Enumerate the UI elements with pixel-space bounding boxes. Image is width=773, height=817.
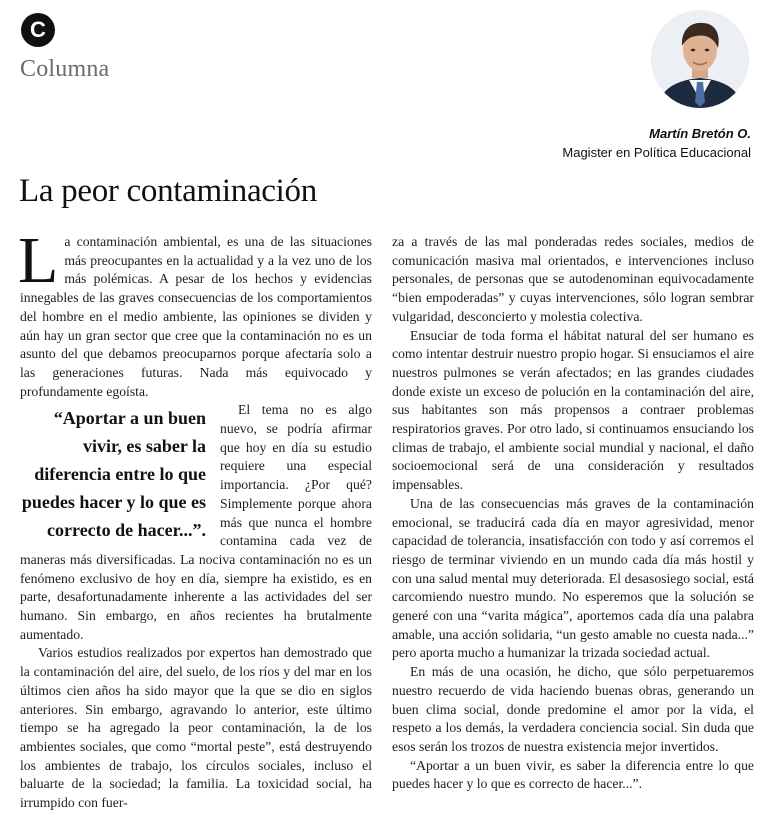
byline bbox=[562, 124, 751, 162]
section-label: Columna bbox=[20, 56, 110, 82]
article-column-1 bbox=[18, 224, 372, 813]
paragraph-5: Ensuciar de toda forma el hábitat natural del ser humano es como intentar destruir nuestro propio hogar. Si ensuciamos el aire nuestros pulmones se verán afectados; en las grandes ciudades donde existe un exceso de polución en la contaminación del aire, sus habitantes son más propensos a contraer problemas respiratorios graves. Por otro lado, si continuamos ensuciando los climas de trabajo, el ambiente social mundial y nacional, el daño socioemocional será de una consideración y resultados impensables. bbox=[392, 327, 754, 493]
column-badge-letter: C bbox=[30, 17, 46, 42]
paragraph-1-text: a contaminación ambiental, es una de las situaciones más preocupantes en la actualidad y a la vez uno de los más polémicas. A pesar de los hechos y evidencias innegables de las graves consecuencias de los comportamientos del hombre en el medio ambiente, las opiniones se dividen y aún hay un gran sector que cree que la contaminación no es un asunto del que debamos preocuparnos porque afectaría solo a las generaciones futuras. Nada más equivocado y profundamente egoísta. bbox=[20, 234, 372, 399]
paragraph-8: “Aportar a un buen vivir, es saber la diferencia entre lo que puedes hacer y lo que es correcto de hacer...”. bbox=[392, 757, 754, 792]
paragraph-4: za a través de las mal ponderadas redes sociales, medios de comunicación masiva mal orientados, e intervenciones incluso personales, de personas que se autodenominan equivocadamente “bien empoderadas” y cuyas intervenciones, sólo logran sembrar vulgaridad, desconcierto y molestia colectiva. bbox=[392, 234, 754, 324]
paragraph-2 bbox=[20, 401, 372, 644]
author-portrait-image bbox=[651, 10, 749, 108]
paragraph-2-text: El tema no es algo nuevo, se podría afirmar que hoy en día su estudio requiere una especial importancia. ¿Por qué? Simplemente porque ahora más que nunca el hombre contamina cada vez de maneras más diversificadas. La nociva contaminación no es un fenómeno exclusivo de hoy en día, siempre ha existido, es en parte, desafortunadamente inherente a las actividades del ser humano. Sin embargo, en años recientes ha brutalmente aumentado. bbox=[20, 402, 372, 642]
paragraph-7: En más de una ocasión, he dicho, que sólo perpetuaremos nuestro recuerdo de vida haciendo buenas obras, generando un buen clima social, donde predomine el amor por la vida, el respeto a los demás, la verdadera conciencia social. Sin duda que esos serán los trozos de nuestra existencia mejor invertidos. bbox=[392, 664, 754, 754]
pull-quote: “Aportar a un buen vivir, es saber la diferencia entre lo que puedes hacer y lo que es correcto de hacer...”. bbox=[21, 408, 206, 541]
paragraph-3: Varios estudios realizados por expertos han demostrado que la contaminación del aire, del suelo, de los ríos y del mar en los últimos cien años ha sido mayor que la que se dio en siglos anteriores. Sin embargo, agravando lo anterior, este último tiempo se ha agregado la peor contaminación, la de los ambientes sociales, que como “mortal peste”, está destruyendo los ambientes de trabajo, los círculos sociales, incluso el baluarte de la sociedad; la familia. La toxicidad social, ha irrumpido con fuer- bbox=[20, 645, 372, 811]
author-role: Magister en Política Educacional bbox=[562, 145, 751, 160]
article-column-2 bbox=[392, 233, 754, 794]
column-badge bbox=[21, 13, 55, 47]
paragraph-6: Una de las consecuencias más graves de la contaminación emocional, se traducirá cada día en mayor agresividad, menor capacidad de tolerancia, insatisfacción con todo y así corremos el riesgo de terminar viviendo en un mundo cada día más hostil y con una salud mental muy deteriorada. El desasosiego social, está carcomiendo nuestro mundo. No esperemos que la solución se generé con una “varita mágica”, aportemos cada día una palabra amable, una acción solidaria, “un gesto amable no cuesta nada...” pero aporta mucho a humanizar la trizada sociedad actual. bbox=[392, 495, 754, 661]
paragraph-1 bbox=[18, 224, 372, 401]
author-photo bbox=[651, 10, 749, 108]
author-name: Martín Bretón O. bbox=[649, 126, 751, 141]
headline: La peor contaminación bbox=[19, 173, 317, 209]
drop-cap: L bbox=[18, 224, 59, 297]
